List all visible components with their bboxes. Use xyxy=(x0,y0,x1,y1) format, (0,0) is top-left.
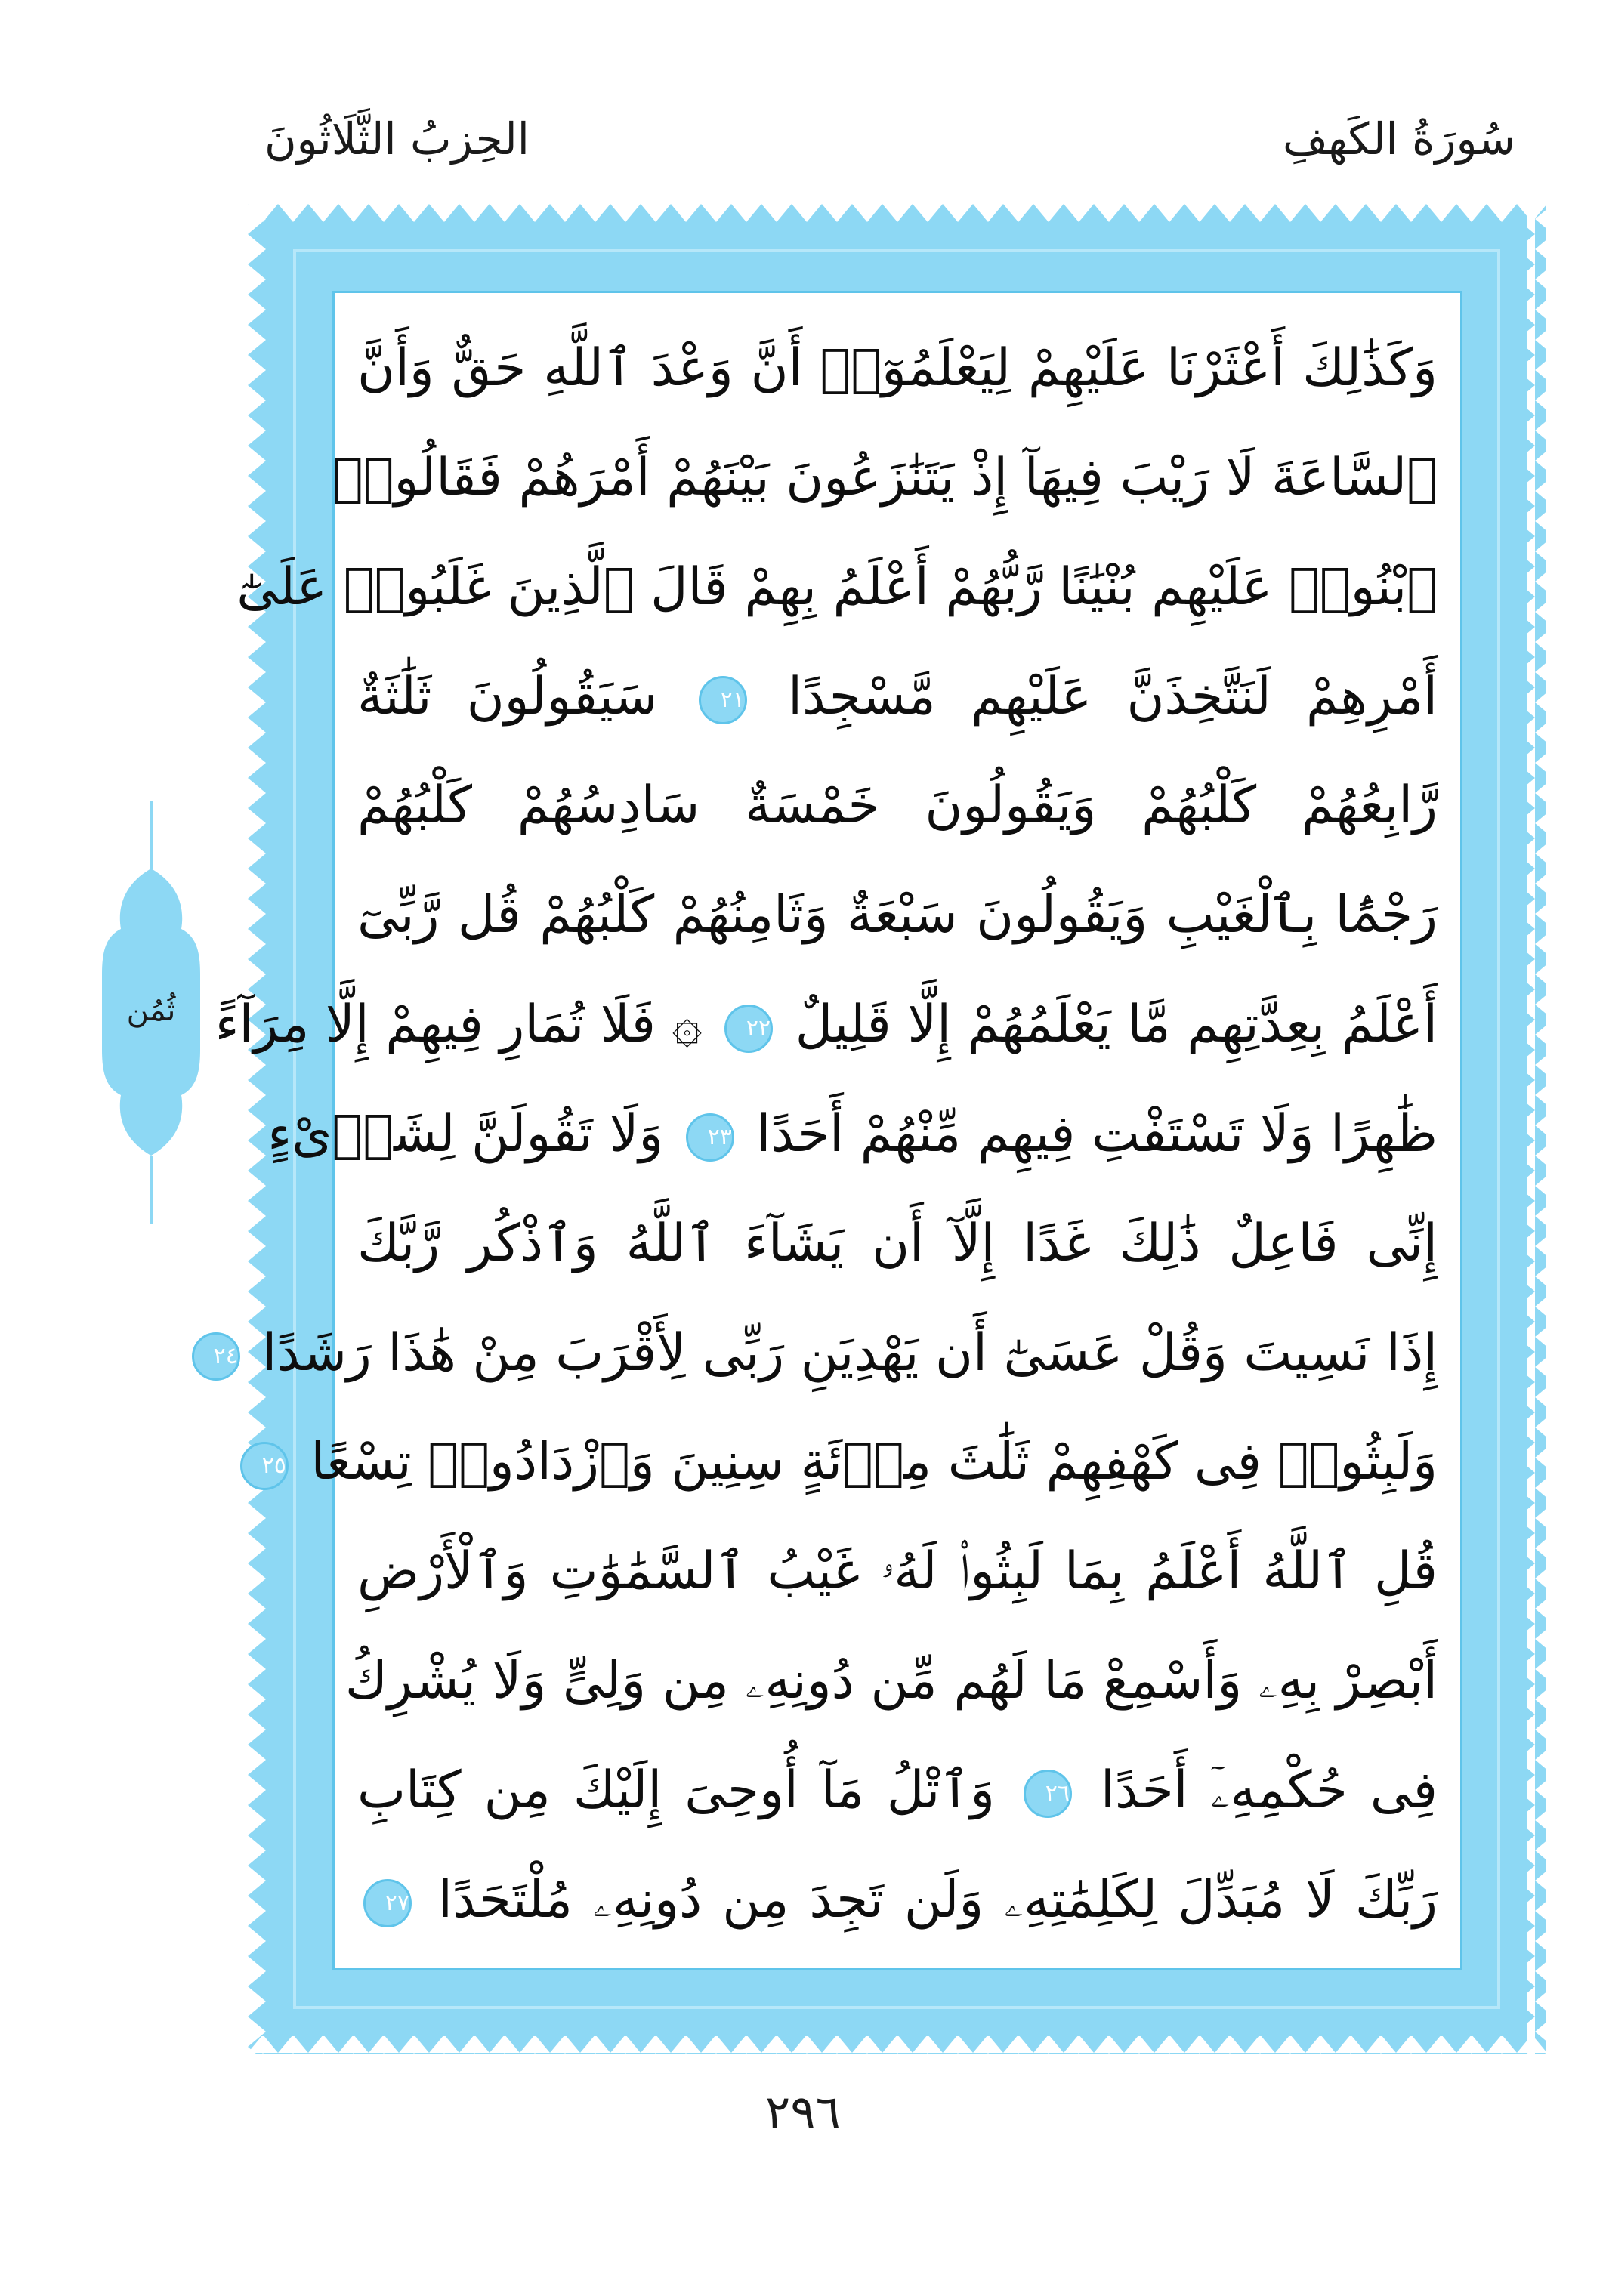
ayah-number-marker: ٢٦ xyxy=(1024,1770,1072,1818)
ayah-text: سَيَقُولُونَ ثَلَٰثَةٌ xyxy=(357,666,658,727)
ayah-text: وَٱتْلُ مَآ أُوحِىَ إِلَيْكَ مِن كِتَابِ xyxy=(357,1760,996,1820)
ayah-text: رَجْمًۢا بِٱلْغَيْبِ وَيَقُولُونَ سَبْعَةٌ وَثَامِنُهُمْ كَلْبُهُمْ قُل رَّبِّىٓ xyxy=(357,885,1438,946)
hizb-label-header: الحِزبُ الثَّلَاثُونَ xyxy=(264,113,530,165)
ayah-number-marker: ٢٥ xyxy=(240,1442,289,1490)
thumn-marker xyxy=(102,801,200,1224)
ayah-text: قُلِ ٱللَّهُ أَعْلَمُ بِمَا لَبِثُوا۟ لَهُۥ غَيْبُ ٱلسَّمَٰوَٰتِ وَٱلْأَرْضِ xyxy=(357,1541,1438,1602)
ayah-line xyxy=(215,980,1438,1070)
ayah-text: إِذَا نَسِيتَ وَقُلْ عَسَىٰٓ أَن يَهْدِيَنِ رَبِّى لِأَقْرَبَ مِنْ هَٰذَا رَشَدًا xyxy=(262,1322,1438,1383)
ayah-text: أَمْرِهِمْ لَنَتَّخِذَنَّ عَلَيْهِم مَّسْجِدًا xyxy=(788,666,1438,727)
ayah-line xyxy=(213,1308,1438,1399)
quran-lines xyxy=(213,323,1438,1946)
ayah-text: وَلَا تَقُولَنَّ لِشَا۟ىْءٍ xyxy=(267,1103,664,1164)
ayah-line xyxy=(357,1855,1438,1946)
ayah-number-marker: ٢١ xyxy=(699,676,747,724)
ayah-line xyxy=(344,1636,1438,1727)
ayah-text: أَعْلَمُ بِعِدَّتِهِم مَّا يَعْلَمُهُمْ إِلَّا قَلِيلٌ xyxy=(795,995,1438,1055)
ayah-text: ظَٰهِرًا وَلَا تَسْتَفْتِ فِيهِم مِّنْهُمْ أَحَدًا xyxy=(756,1103,1438,1164)
ayah-text: وَكَذَٰلِكَ أَعْثَرْنَا عَلَيْهِمْ لِيَعْلَمُوٓا۟ أَنَّ وَعْدَ ٱللَّهِ حَقٌّ وَأَنَّ xyxy=(357,338,1438,398)
ayah-text: رَّابِعُهُمْ كَلْبُهُمْ وَيَقُولُونَ خَمْسَةٌ سَادِسُهُمْ كَلْبُهُمْ xyxy=(357,776,1438,836)
ayah-number-marker: ٢٤ xyxy=(192,1332,240,1381)
surah-name-header: سُورَةُ الكَهفِ xyxy=(1283,113,1515,165)
ayah-line xyxy=(261,1417,1438,1508)
ayah-line xyxy=(357,652,1438,742)
ayah-text: إِنِّى فَاعِلٌ ذَٰلِكَ غَدًا إِلَّآ أَن يَشَآءَ ٱللَّهُ وَٱذْكُر رَّبَّكَ xyxy=(357,1213,1438,1273)
ayah-line xyxy=(236,542,1438,633)
ayah-text: ٱلسَّاعَةَ لَا رَيْبَ فِيهَآ إِذْ يَتَنَٰزَعُونَ بَيْنَهُمْ أَمْرَهُمْ فَقَالُوا۟ xyxy=(332,447,1438,508)
ayah-text: رَبِّكَ لَا مُبَدِّلَ لِكَلِمَٰتِهِۦ وَلَن تَجِدَ مِن دُونِهِۦ مُلْتَحَدًا xyxy=(438,1869,1438,1930)
ayah-text: وَلَبِثُوا۟ فِى كَهْفِهِمْ ثَلَٰثَ مِا۟ئَةٍ سِنِينَ وَٱزْدَادُوا۟ تِسْعًا xyxy=(310,1432,1438,1492)
ayah-line xyxy=(357,323,1438,414)
ayah-line xyxy=(357,1745,1438,1836)
thumn-label: ثُمُن xyxy=(126,993,176,1028)
ayah-line xyxy=(357,761,1438,851)
ayah-number-marker: ٢٣ xyxy=(686,1113,734,1162)
ayah-line xyxy=(357,870,1438,961)
ayah-line xyxy=(357,1199,1438,1289)
quran-text-panel xyxy=(213,291,1462,1970)
page-number: ٢٩٦ xyxy=(765,2085,841,2140)
ayah-line xyxy=(267,1089,1438,1180)
ayah-number-marker: ٢٢ xyxy=(724,1004,773,1053)
ayah-text: ۞ فَلَا تُمَارِ فِيهِمْ إِلَّا مِرَآءً xyxy=(215,995,703,1055)
ayah-text: ٱبْنُوا۟ عَلَيْهِم بُنْيَٰنًا رَّبُّهُمْ أَعْلَمُ بِهِمْ قَالَ ٱلَّذِينَ غَلَبُوا۟ عَلَىٰٓ xyxy=(236,557,1438,617)
ayah-line xyxy=(332,433,1438,523)
ayah-text: أَبْصِرْ بِهِۦ وَأَسْمِعْ مَا لَهُم مِّن دُونِهِۦ مِن وَلِىٍّ وَلَا يُشْرِكُ xyxy=(344,1651,1438,1711)
ayah-text: فِى حُكْمِهِۦٓ أَحَدًا xyxy=(1101,1760,1438,1820)
ayah-number-marker: ٢٧ xyxy=(363,1879,412,1927)
ayah-line xyxy=(357,1526,1438,1617)
